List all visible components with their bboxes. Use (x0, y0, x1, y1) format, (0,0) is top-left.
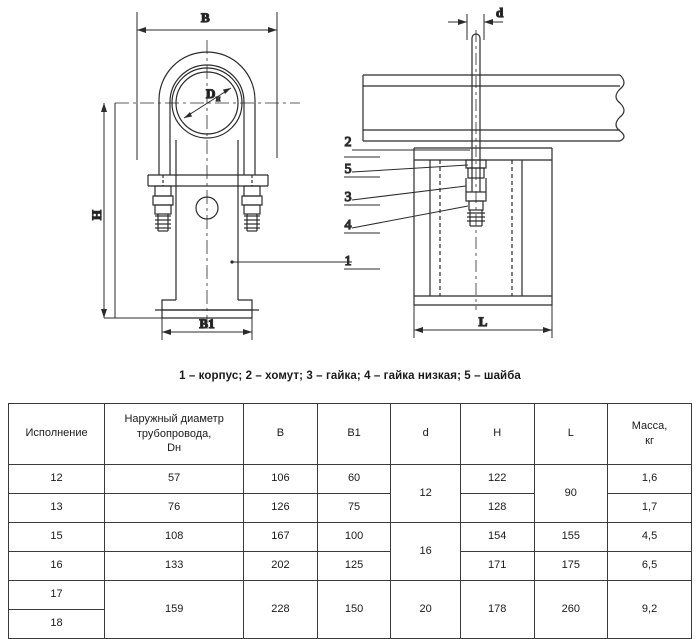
header-diameter-line1: Наружный диаметр (124, 412, 224, 425)
cell-b: 126 (244, 494, 318, 523)
cell-ispolnenie: 17 (9, 581, 105, 610)
cell-b1: 100 (317, 523, 391, 552)
callout-4: 4 (344, 218, 352, 233)
cell-h: 122 (460, 465, 534, 494)
cell-d: 12 (391, 465, 461, 523)
cell-dn: 57 (105, 465, 244, 494)
label-Dn-sub: н (216, 94, 221, 103)
table-row (9, 523, 692, 552)
body-side-walls (414, 160, 552, 305)
dimension-d (448, 14, 503, 40)
table-row (9, 465, 692, 494)
dimension-H (101, 103, 162, 318)
figure-caption: 1 – корпус; 2 – хомут; 3 – гайка; 4 – гайка низкая; 5 – шайба (179, 370, 521, 382)
cell-h: 154 (460, 523, 534, 552)
cell-b: 202 (244, 552, 318, 581)
bolt-right (242, 175, 262, 231)
bolt-left (153, 175, 173, 231)
header-mass-line1: Масса, (631, 420, 668, 433)
cell-mass: 9,2 (608, 581, 692, 639)
cell-b1: 60 (317, 465, 391, 494)
cell-l: 175 (534, 552, 608, 581)
cell-ispolnenie: 15 (9, 523, 105, 552)
label-Dn: D (206, 86, 216, 101)
cell-ispolnenie: 12 (9, 465, 105, 494)
label-B: B (201, 10, 210, 25)
cell-b1: 75 (317, 494, 391, 523)
cell-h: 171 (460, 552, 534, 581)
pipe-side-view (363, 75, 624, 141)
cell-mass: 6,5 (608, 552, 692, 581)
callout-3: 3 (344, 190, 352, 205)
cell-dn: 76 (105, 494, 244, 523)
cell-l: 260 (534, 581, 608, 639)
spec-table-wrap (8, 403, 692, 639)
label-B1: B1 (199, 316, 215, 331)
table-header-row (9, 404, 692, 465)
cell-l: 155 (534, 523, 608, 552)
cell-dn: 108 (105, 523, 244, 552)
cell-d: 20 (391, 581, 461, 639)
cell-mass: 4,5 (608, 523, 692, 552)
callout-1: 1 (344, 254, 352, 269)
spec-table (8, 403, 692, 639)
header-l: L (534, 404, 608, 465)
cell-ispolnenie: 16 (9, 552, 105, 581)
cell-mass: 1,7 (608, 494, 692, 523)
label-d: d (496, 5, 504, 20)
cell-b1: 150 (317, 581, 391, 639)
table-row (9, 552, 692, 581)
cell-dn: 159 (105, 581, 244, 639)
label-L: L (478, 314, 488, 329)
cell-d: 16 (391, 523, 461, 581)
header-diameter-line2: трубопровода, (136, 427, 212, 440)
cell-h: 128 (460, 494, 534, 523)
cell-b1: 125 (317, 552, 391, 581)
header-d: d (391, 404, 461, 465)
cell-l: 90 (534, 465, 608, 523)
cell-mass: 1,6 (608, 465, 692, 494)
header-diameter-line3: Dн (167, 442, 182, 455)
header-ispolnenie: Исполнение (9, 404, 105, 465)
cell-h: 178 (460, 581, 534, 639)
table-row (9, 581, 692, 610)
cell-b: 167 (244, 523, 318, 552)
label-H: H (89, 209, 104, 221)
cell-dn: 133 (105, 552, 244, 581)
cell-ispolnenie: 18 (9, 610, 105, 639)
header-b: B (244, 404, 318, 465)
callout-2: 2 (344, 135, 352, 150)
cell-b: 106 (244, 465, 318, 494)
header-h: H (460, 404, 534, 465)
cell-ispolnenie: 13 (9, 494, 105, 523)
header-mass (608, 404, 692, 465)
cell-b: 228 (244, 581, 318, 639)
header-diameter (105, 404, 244, 465)
header-mass-line2: кг (645, 435, 654, 447)
header-b1: B1 (317, 404, 391, 465)
callout-5: 5 (344, 162, 352, 177)
